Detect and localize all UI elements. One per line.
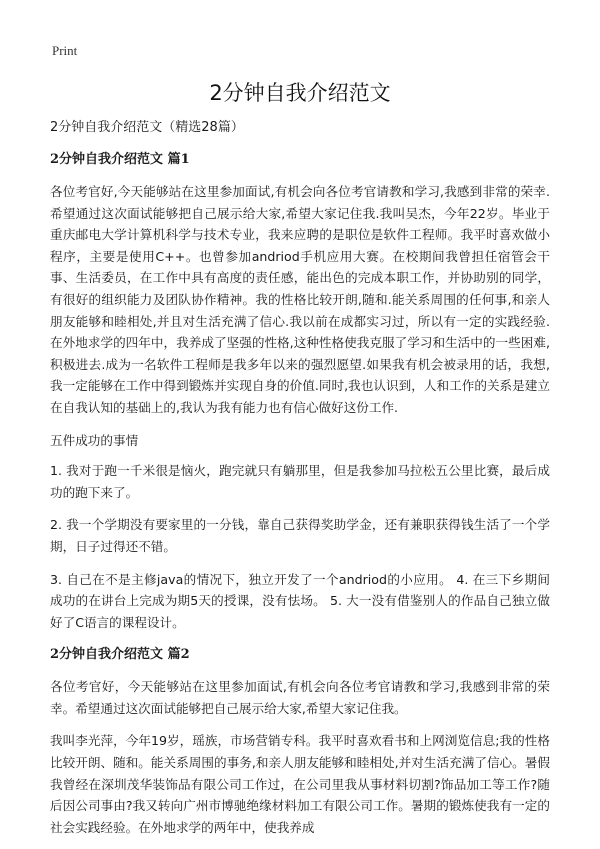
section2-paragraph-2: 我叫李光萍，今年19岁，瑶族，市场营销专科。我平时喜欢看书和上网浏览信息;我的性格比较开朗、随和。能关系周围的事务,和亲人朋友能够和睦相处,并对生活充满了信心。暑假我曾经在深圳茂华装饰品有限公司工作过，在公司里我从事材料切割?饰品加工等工作?随后因公司事由?我又转向广州市博驰绝缘材料加工有限公司工作。暑期的锻炼使我有一定的社会实践经验。在外地求学的两年中，使我养成 [50,733,550,835]
document-subtitle: 2分钟自我介绍范文（精选28篇） [50,120,244,135]
list-item-3: 3. 自己在不是主修java的情况下，独立开发了一个andriod的小应用。 4. 在三下乡期间成功的在讲台上完成为期5天的授课，没有怯场。 5. 大一没有借鉴别人的作品自己独立做好了C语言的课程设计。 [50,571,550,630]
document-body [50,117,550,849]
section1-paragraph: 各位考官好,今天能够站在这里参加面试,有机会向各位考官请教和学习,我感到非常的荣幸.希望通过这次面试能够把自己展示给大家,希望大家记住我.我叫吴杰，今年22岁。毕业于重庆邮电大学计算机科学与技术专业，我来应聘的是职位是软件工程师。我平时喜欢做小程序，主要是使用C++。也曾参加andriod手机应用大赛。在校期间我曾担任宿管会干事、生活委员，在工作中具有高度的责任感，能出色的完成本职工作，并协助别的同学，有很好的组织能力及团队协作精神。我的性格比较开朗,随和.能关系周围的任何事,和亲人朋友能够和睦相处,并且对生活充满了信心.我以前在成都实习过，所以有一定的实践经验.在外地求学的四年中，我养成了坚强的性格,这种性格使我克服了学习和生活中的一些困难,积极进去.成为一名软件工程师是我多年以来的强烈愿望.如果我有机会被录用的话，我想,我一定能够在工作中得到锻炼并实现自身的价值.同时,我也认识到，人和工作的关系是建立在自我认知的基础上的,我认为我有能力也有信心做好这份工作. [50,184,550,415]
print-label[interactable]: Print [52,43,78,58]
list-item-2: 2. 我一个学期没有要家里的一分钱，靠自己获得奖助学金，还有兼职获得钱生活了一个学期，日子过得还不错。 [50,517,550,554]
list-item-1: 1. 我对于跑一千米很是恼火，跑完就只有躺那里，但是我参加马拉松五公里比赛，最后成功的跑下来了。 [50,463,550,500]
document-title: 2分钟自我介绍范文 [209,81,391,105]
section-heading-2: 2分钟自我介绍范文 篇2 [50,647,190,663]
section-heading-1: 2分钟自我介绍范文 篇1 [50,152,190,167]
list-heading: 五件成功的事情 [50,432,139,448]
section2-paragraph-1: 各位考官好，今天能够站在这里参加面试,有机会向各位考官请教和学习,我感到非常的荣幸。希望通过这次面试能够把自己展示给大家,希望大家记住我。 [50,679,550,716]
